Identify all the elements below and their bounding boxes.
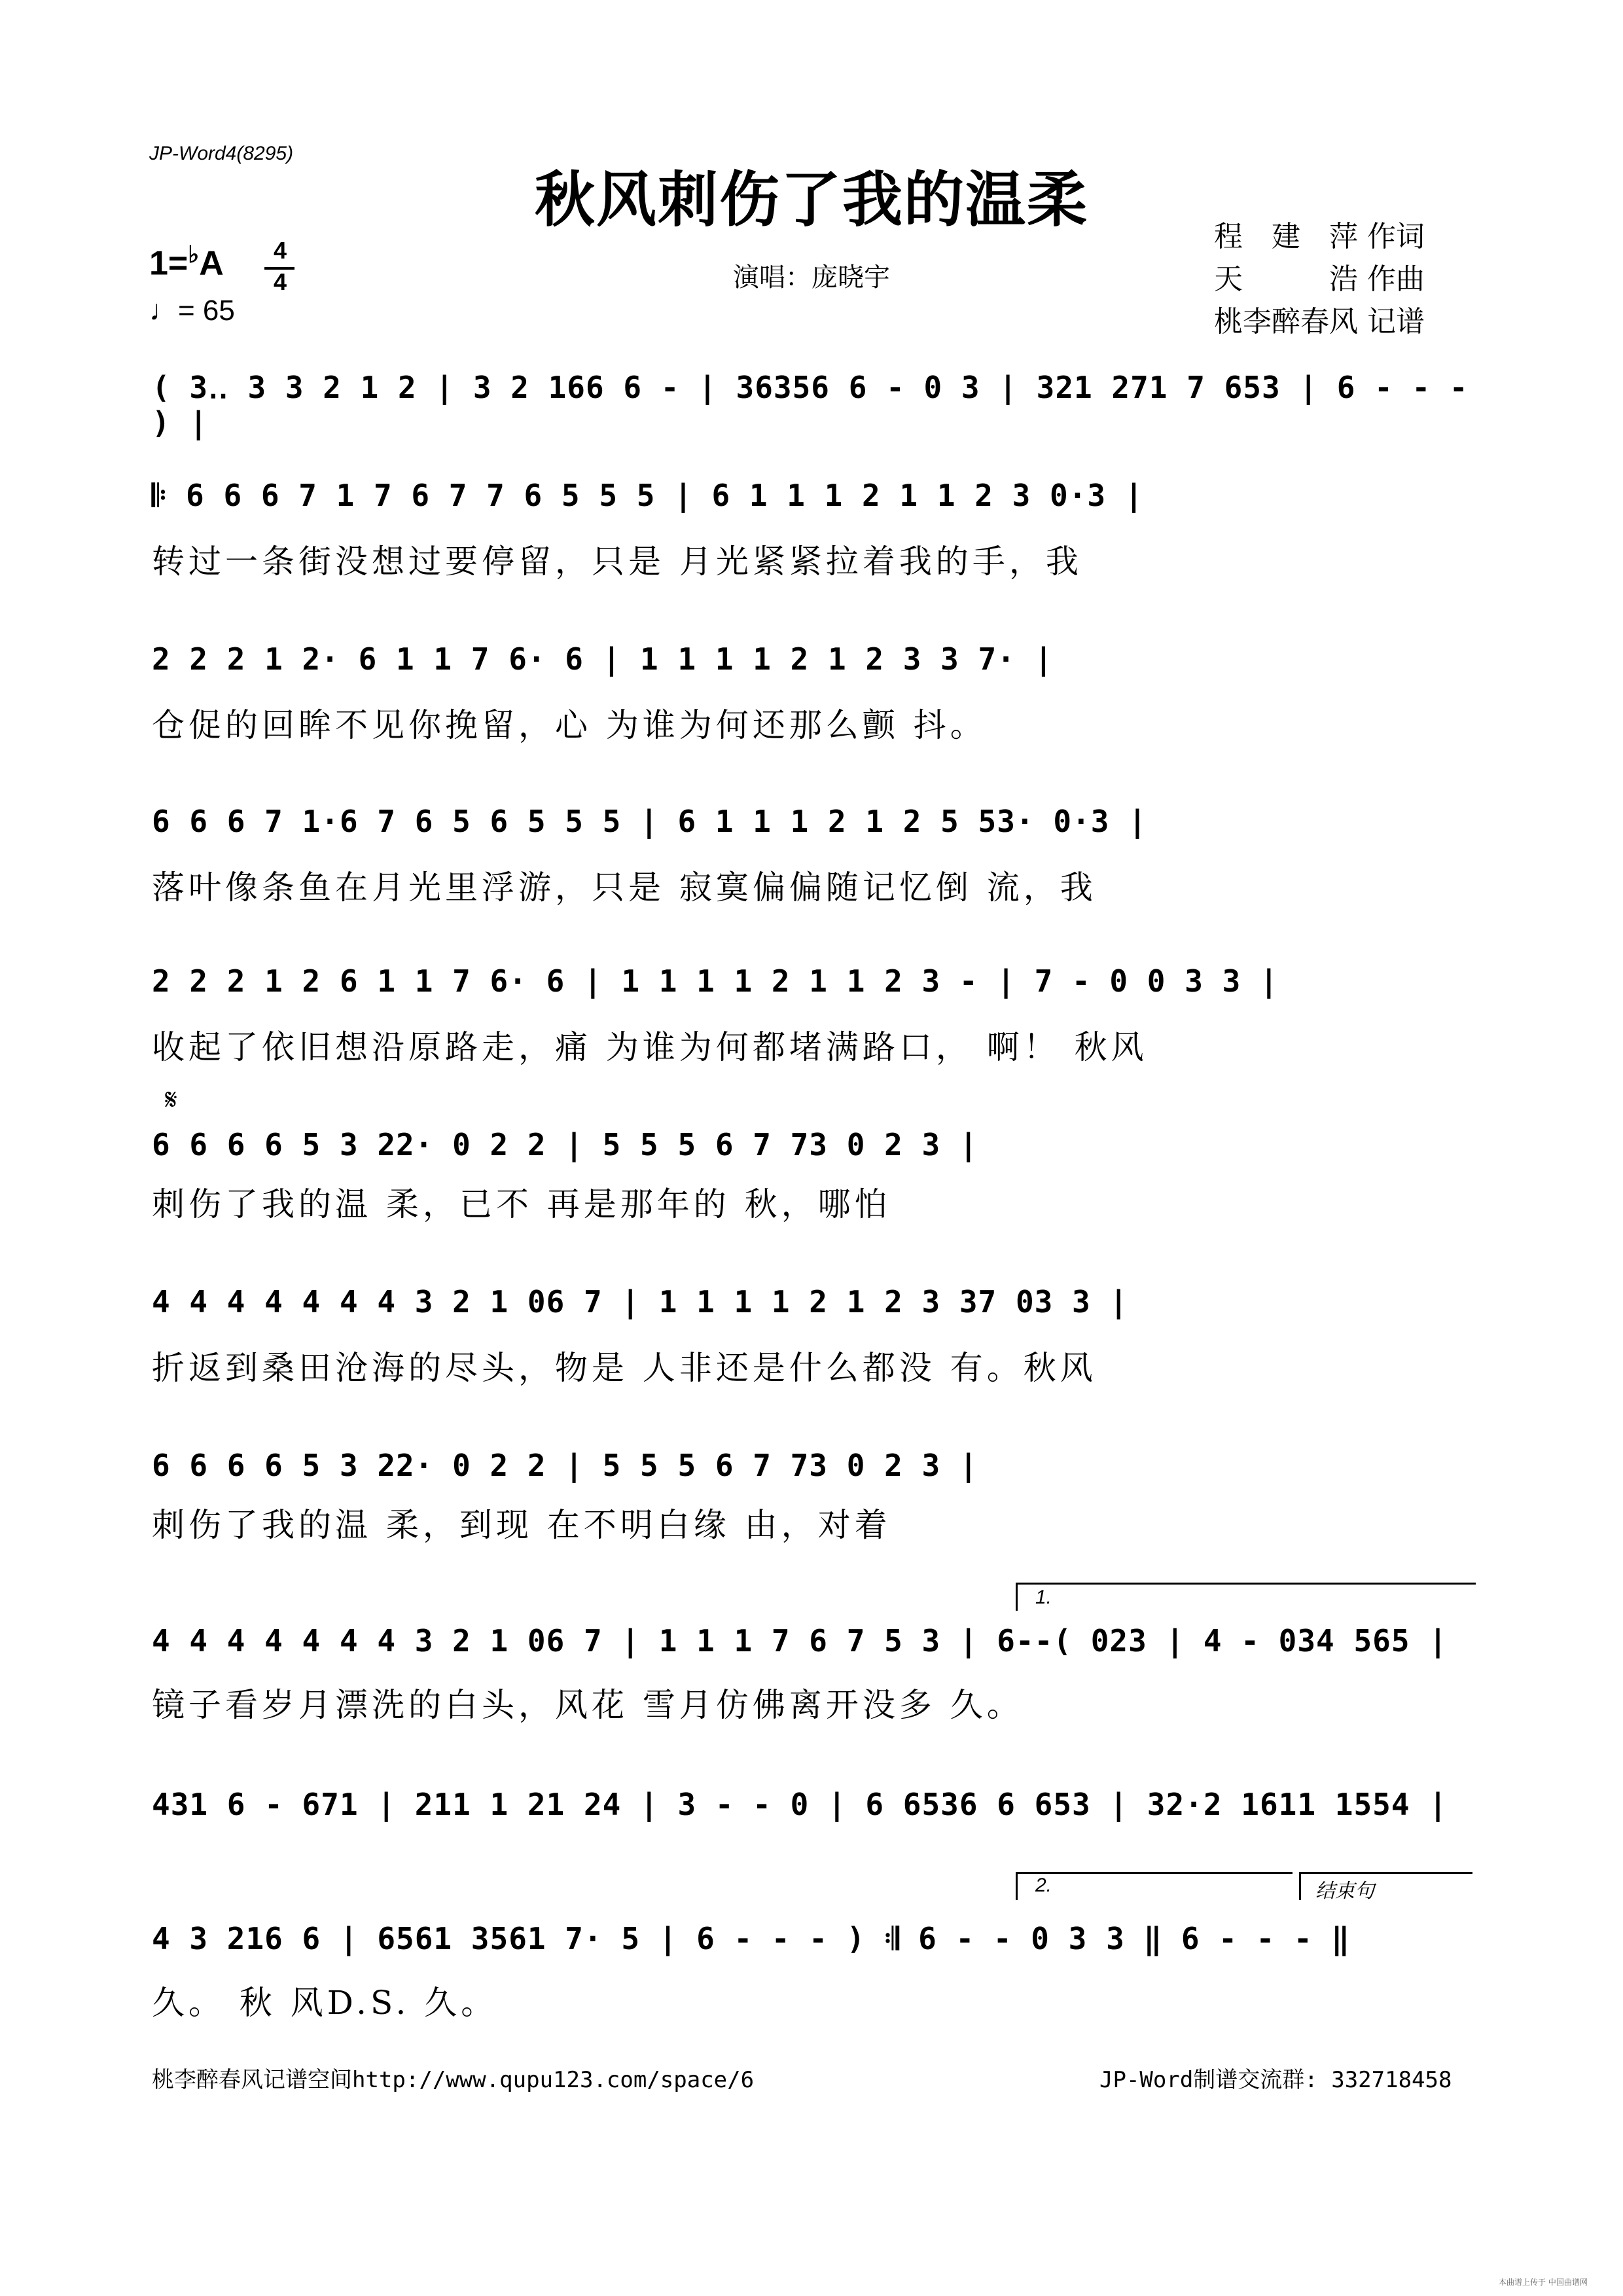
second-ending-label: 2. <box>1035 1874 1052 1896</box>
lyrics-row-5: 刺伤了我的温 柔，已不 再是那年的 秋，哪怕 <box>152 1185 891 1223</box>
coda-label: 结束句 <box>1315 1880 1374 1902</box>
notation-row-5: 6 6 6 6 5 3 22· 0 2 2 | 5 5 5 6 7 73 0 2 3 | <box>152 1127 978 1162</box>
notation-row-8: 4 4 4 4 4 4 4 3 2 1 06 7 | 1 1 1 7 6 7 5 3 | 6--( 023 | 4 - 034 565 | <box>152 1623 1448 1659</box>
notation-row-10: 4 3 216 6 | 6561 3561 7· 5 | 6 - - - ) 𝄇 6 - - 0 3 3 ‖ 6 - - - ‖ <box>152 1921 1351 1956</box>
footer-left: 桃李醉春风记谱空间http://www.qupu123.com/space/6 <box>152 2067 755 2093</box>
lyrics-row-10: 久。 秋 风D.S. 久。 <box>152 1984 498 2022</box>
flat-sign: ♭ <box>188 241 200 268</box>
credit-composer: 天 浩 作曲 <box>1214 262 1425 296</box>
first-ending-bracket <box>1016 1583 1476 1611</box>
segno-sign: 𝄋 <box>165 1083 177 1117</box>
notation-row-6: 4 4 4 4 4 4 4 3 2 1 06 7 | 1 1 1 1 2 1 2 3 37 03 3 | <box>152 1284 1129 1319</box>
lyrics-row-3: 落叶像条鱼在月光里浮游，只是 寂寞偏偏随记忆倒 流，我 <box>152 869 1097 906</box>
credit-transcriber: 桃李醉春风 记谱 <box>1214 305 1425 338</box>
time-signature-top: 4 <box>273 237 287 264</box>
key-letter: A <box>199 244 224 283</box>
lyrics-row-1: 转过一条街没想过要停留，只是 月光紧紧拉着我的手，我 <box>152 543 1082 581</box>
key-eq: = <box>168 244 188 283</box>
lyrics-row-7: 刺伤了我的温 柔，到现 在不明白缘 由，对着 <box>152 1506 891 1544</box>
singer: 演唱：庞晓宇 <box>733 262 890 293</box>
notation-row-3: 6 6 6 7 1·6 7 6 5 6 5 5 5 | 6 1 1 1 2 1 2 5 53· 0·3 | <box>152 804 1147 839</box>
corner-watermark: 本曲谱上传于 中国曲谱网 <box>1499 2278 1588 2287</box>
notation-row-7: 6 6 6 6 5 3 22· 0 2 2 | 5 5 5 6 7 73 0 2 3 | <box>152 1448 978 1483</box>
lyrics-row-8: 镜子看岁月漂洗的白头，风花 雪月仿佛离开没多 久。 <box>152 1686 1024 1724</box>
first-ending-label: 1. <box>1035 1587 1052 1608</box>
lyrics-row-6: 折返到桑田沧海的尽头，物是 人非还是什么都没 有。秋风 <box>152 1349 1097 1387</box>
second-ending-bracket <box>1016 1872 1293 1900</box>
notation-row-2: 2 2 2 1 2· 6 1 1 7 6· 6 | 1 1 1 1 2 1 2 3 3 7· | <box>152 641 1054 677</box>
song-title: 秋风刺伤了我的温柔 <box>534 164 1088 235</box>
tempo-marking: ♩= 65 <box>149 295 235 327</box>
footer-right: JP-Word制谱交流群: 332718458 <box>1099 2067 1452 2093</box>
lyrics-row-4: 收起了依旧想沿原路走，痛 为谁为何都堵满路口， 啊！ 秋风 <box>152 1028 1148 1066</box>
credit-lyricist: 程 建 萍 作词 <box>1214 220 1425 253</box>
notation-row-4: 2 2 2 1 2 6 1 1 7 6· 6 | 1 1 1 1 2 1 1 2 3 - | 7 - 0 0 3 3 | <box>152 963 1279 999</box>
software-version: JP-Word4(8295) <box>149 143 294 164</box>
notation-row-intro: ( 3‥ 3 3 2 1 2 | 3 2 166 6 - | 36356 6 - 0 3 | 321 271 7 653 | 6 - - - ) | <box>152 370 1469 440</box>
time-signature-bottom: 4 <box>273 268 287 295</box>
notation-row-9: 431 6 - 671 | 211 1 21 24 | 3 - - 0 | 6 6536 6 653 | 32·2 1611 1554 | <box>152 1787 1448 1822</box>
lyrics-row-2: 仓促的回眸不见你挽留，心 为谁为何还那么颤 抖。 <box>152 706 987 744</box>
key-one: 1 <box>149 244 168 283</box>
notation-row-1: 𝄆 6 6 6 7 1 7 6 7 7 6 5 5 5 | 6 1 1 1 2 1 1 2 3 0·3 | <box>152 478 1144 513</box>
